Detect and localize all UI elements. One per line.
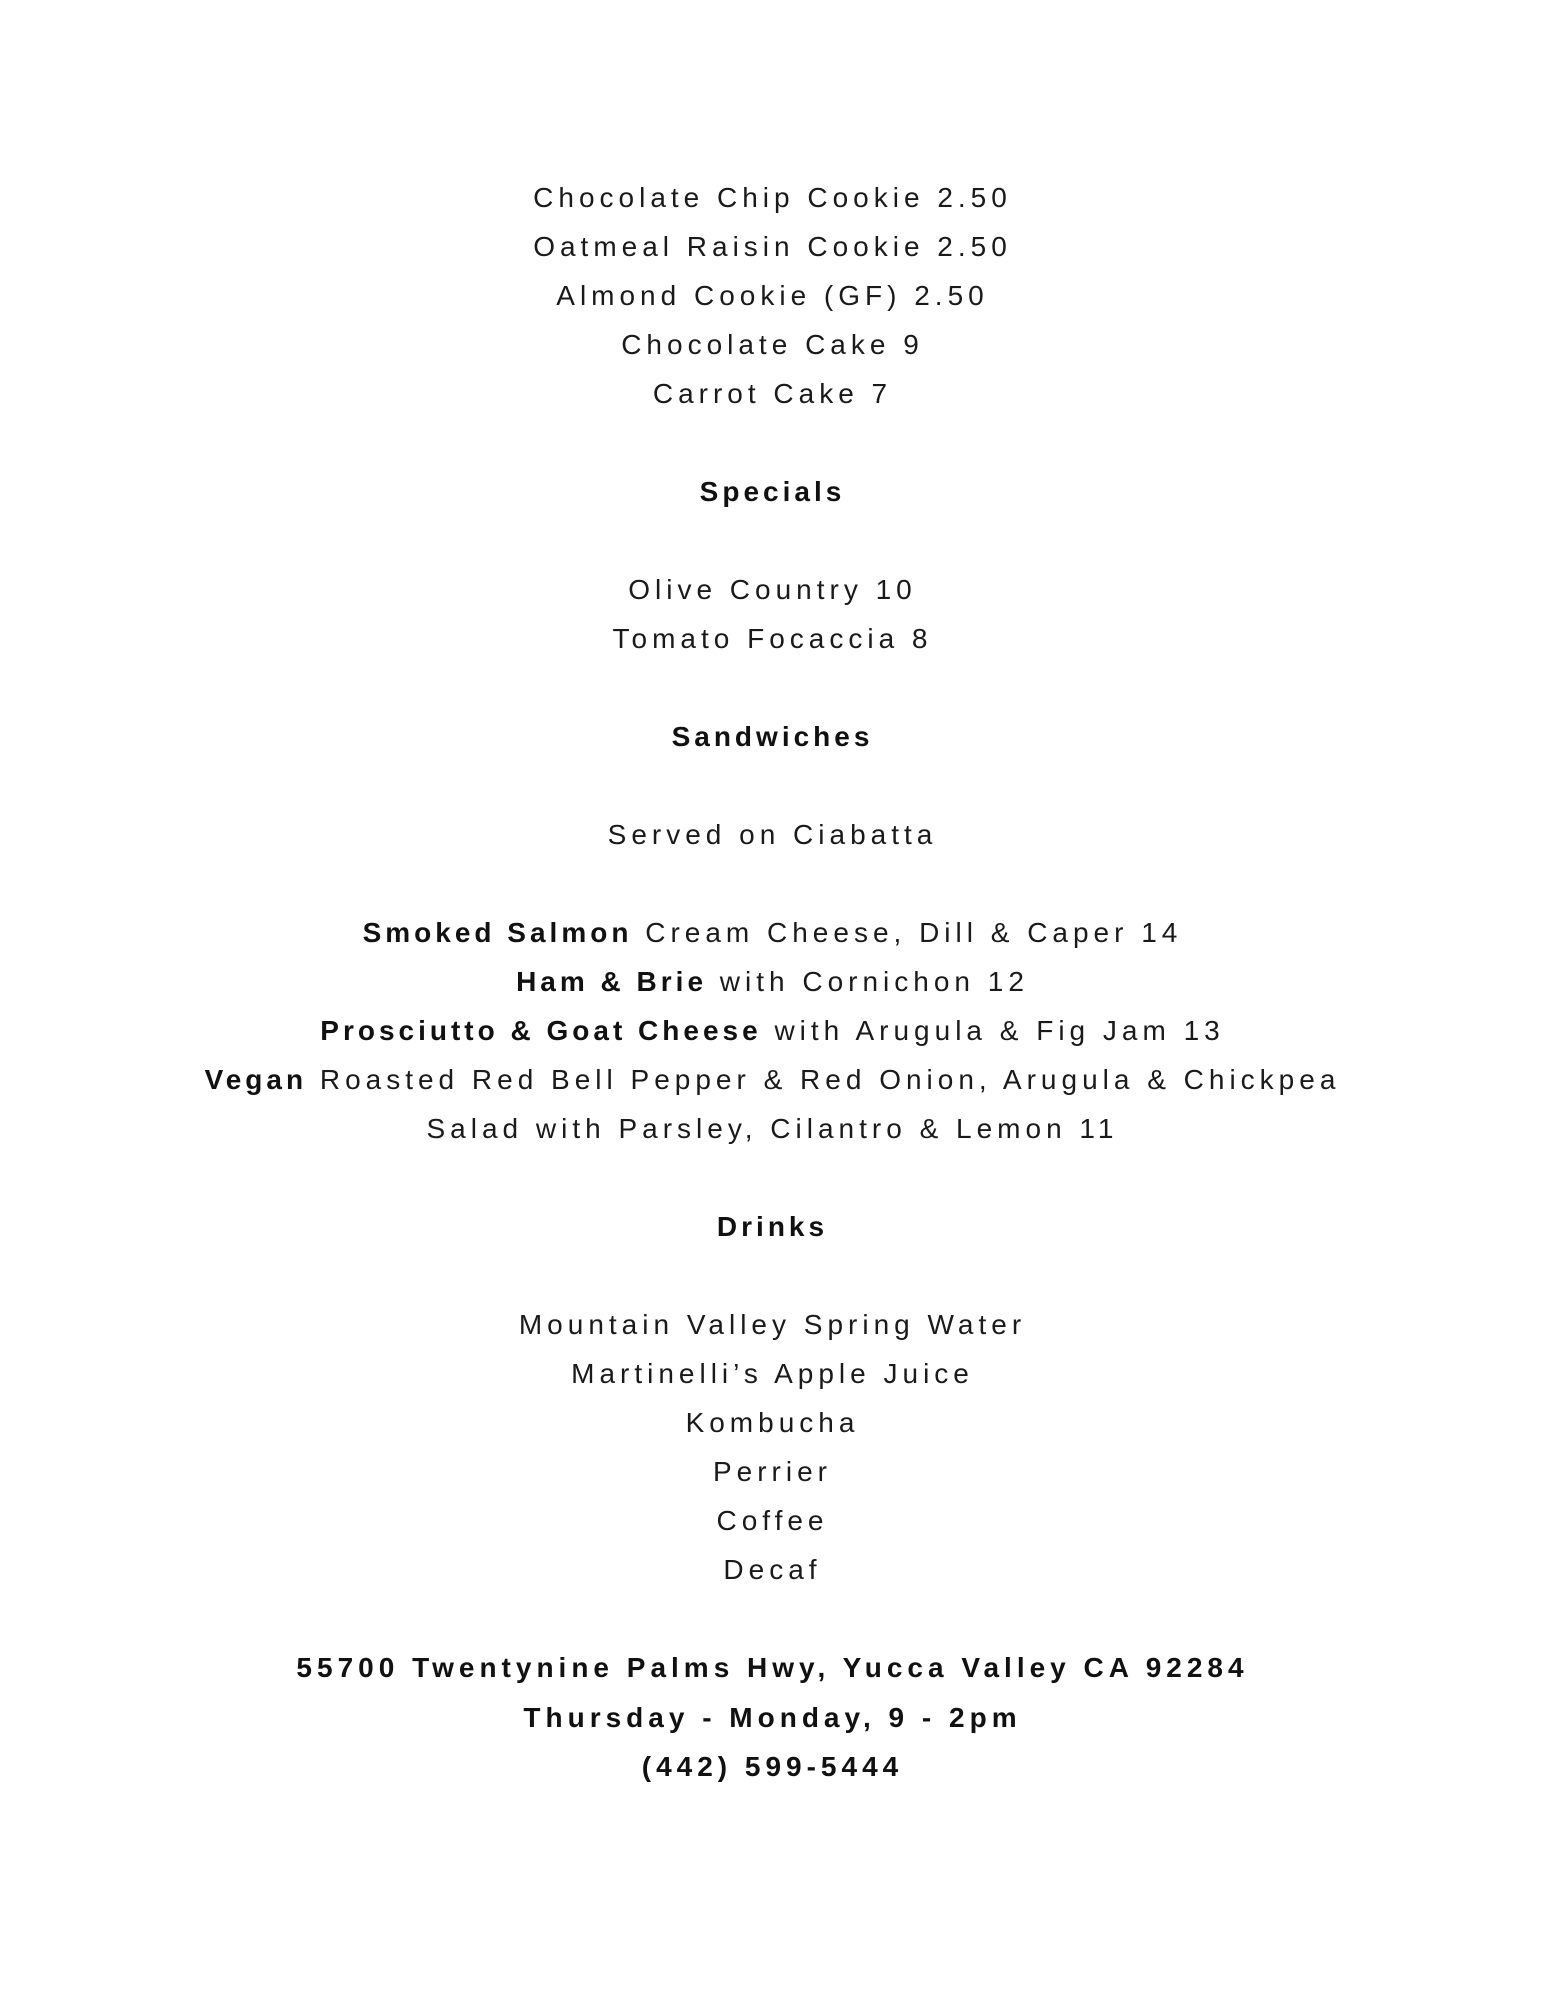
menu-item-drink: Perrier	[712, 1456, 832, 1487]
sandwich-description: with Arugula & Fig Jam 13	[761, 1015, 1225, 1046]
menu-item-sandwich	[0, 1062, 1545, 1098]
sandwiches-note: Served on Ciabatta	[607, 819, 938, 850]
menu-item-sweet: Almond Cookie (GF) 2.50	[556, 280, 989, 311]
menu-item-sandwich	[0, 964, 1545, 1000]
sandwich-name: Vegan	[204, 1064, 308, 1095]
sandwich-description-continuation: Salad with Parsley, Cilantro & Lemon 11	[426, 1113, 1119, 1144]
sandwich-description: Roasted Red Bell Pepper & Red Onion, Arugula & Chickpea	[307, 1064, 1341, 1095]
menu-item-drink: Mountain Valley Spring Water	[518, 1309, 1027, 1340]
menu-item-sandwich	[0, 1013, 1545, 1049]
menu-item-sandwich	[0, 915, 1545, 951]
section-heading-drinks: Drinks	[716, 1211, 829, 1242]
menu-item-sweet: Carrot Cake 7	[652, 378, 893, 409]
menu-item-drink: Decaf	[723, 1554, 822, 1585]
menu-item-drink: Coffee	[716, 1505, 829, 1536]
sandwich-description: Cream Cheese, Dill & Caper 14	[632, 917, 1183, 948]
section-heading-specials: Specials	[699, 476, 846, 507]
address: 55700 Twentynine Palms Hwy, Yucca Valley CA 92284	[296, 1652, 1249, 1683]
section-heading-sandwiches: Sandwiches	[671, 721, 874, 752]
phone-number: (442) 599-5444	[641, 1751, 904, 1782]
menu-item-drink: Kombucha	[685, 1407, 860, 1438]
opening-hours: Thursday - Monday, 9 - 2pm	[523, 1702, 1022, 1733]
sandwich-name: Ham & Brie	[516, 966, 708, 997]
sandwich-name: Prosciutto & Goat Cheese	[320, 1015, 762, 1046]
sandwich-description: with Cornichon 12	[707, 966, 1029, 997]
menu-item-drink: Martinelli’s Apple Juice	[571, 1358, 974, 1389]
sandwich-name: Smoked Salmon	[362, 917, 633, 948]
menu-item-sweet: Oatmeal Raisin Cookie 2.50	[533, 231, 1012, 262]
menu-item-special: Tomato Focaccia 8	[612, 623, 933, 654]
menu-item-sweet: Chocolate Cake 9	[621, 329, 924, 360]
menu-item-sweet: Chocolate Chip Cookie 2.50	[533, 182, 1012, 213]
menu-item-special: Olive Country 10	[628, 574, 917, 605]
